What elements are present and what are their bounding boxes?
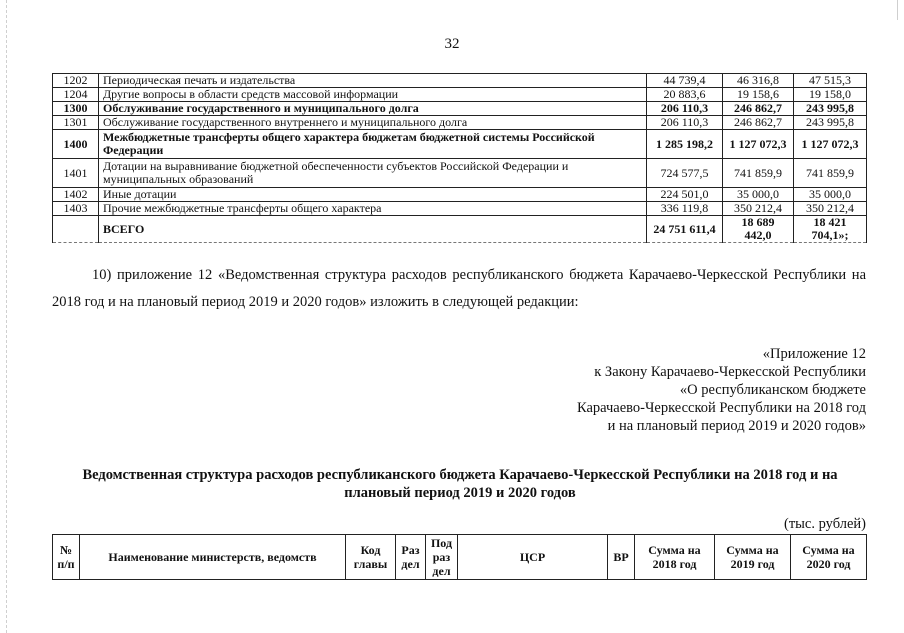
- appendix-heading: [577, 345, 866, 435]
- row-value-2020: 1 127 072,3: [794, 130, 867, 159]
- row-name: Межбюджетные трансферты общего характера бюджетам бюджетной системы Российской Федерации: [99, 130, 647, 159]
- total-row: [53, 216, 867, 243]
- row-name: Другие вопросы в области средств массовой информации: [99, 88, 647, 102]
- row-name: Обслуживание государственного и муниципального долга: [99, 102, 647, 116]
- header-row: [53, 535, 867, 580]
- table-row: [53, 74, 867, 88]
- row-code: 1300: [53, 102, 99, 116]
- row-code: 1301: [53, 116, 99, 130]
- row-code: 1400: [53, 130, 99, 159]
- row-name: Прочие межбюджетные трансферты общего характера: [99, 202, 647, 216]
- header-csr: ЦСР: [458, 535, 608, 580]
- row-value-2020: 19 158,0: [794, 88, 867, 102]
- row-value-2018: 206 110,3: [647, 116, 723, 130]
- row-value-2019: 350 212,4: [723, 202, 794, 216]
- total-code-cell: [53, 216, 99, 243]
- row-name: Иные дотации: [99, 188, 647, 202]
- table-row: [53, 116, 867, 130]
- header-name: Наименование министерств, ведомств: [80, 535, 346, 580]
- appendix-line: «Приложение 12: [762, 346, 866, 362]
- row-value-2020: 741 859,9: [794, 159, 867, 188]
- budget-sections-table: [52, 73, 867, 243]
- row-code: 1202: [53, 74, 99, 88]
- scan-edge-right: [897, 0, 898, 20]
- total-value-2018: 24 751 611,4: [647, 216, 723, 243]
- header-sum-2020: Сумма на 2020 год: [791, 535, 867, 580]
- row-name: Периодическая печать и издательства: [99, 74, 647, 88]
- row-code: 1204: [53, 88, 99, 102]
- row-value-2018: 724 577,5: [647, 159, 723, 188]
- row-value-2019: 741 859,9: [723, 159, 794, 188]
- row-value-2018: 336 119,8: [647, 202, 723, 216]
- total-value-2019: 18 689 442,0: [723, 216, 794, 243]
- scan-edge-left: [6, 0, 7, 633]
- departmental-structure-header-table: [52, 534, 867, 580]
- row-value-2020: 35 000,0: [794, 188, 867, 202]
- row-value-2019: 246 862,7: [723, 116, 794, 130]
- row-value-2020: 243 995,8: [794, 102, 867, 116]
- header-number: № п/п: [53, 535, 80, 580]
- row-name: Дотации на выравнивание бюджетной обеспеченности субъектов Российской Федерации и муниципальных образований: [99, 159, 647, 188]
- total-value-2020: 18 421 704,1»;: [794, 216, 867, 243]
- row-value-2018: 44 739,4: [647, 74, 723, 88]
- row-value-2019: 19 158,6: [723, 88, 794, 102]
- row-value-2019: 246 862,7: [723, 102, 794, 116]
- appendix-line: «О республиканском бюджете: [679, 382, 866, 398]
- header-subsection: Под раз дел: [426, 535, 458, 580]
- row-value-2019: 1 127 072,3: [723, 130, 794, 159]
- header-sum-2018: Сумма на 2018 год: [635, 535, 715, 580]
- appendix-line: и на плановый период 2019 и 2020 годов»: [607, 418, 866, 434]
- units-note: (тыс. рублей): [784, 516, 866, 532]
- document-title: Ведомственная структура расходов республиканского бюджета Карачаево-Черкесской Республики на 2018 год и на плановый период 2019 и 2020 годов: [82, 467, 838, 501]
- row-value-2019: 46 316,8: [723, 74, 794, 88]
- appendix-line: к Закону Карачаево-Черкесской Республики: [594, 364, 866, 380]
- row-value-2018: 224 501,0: [647, 188, 723, 202]
- row-value-2018: 206 110,3: [647, 102, 723, 116]
- table-row: [53, 159, 867, 188]
- row-value-2020: 350 212,4: [794, 202, 867, 216]
- table-row: [53, 130, 867, 159]
- row-value-2019: 35 000,0: [723, 188, 794, 202]
- page-number: 32: [444, 36, 460, 52]
- total-label: ВСЕГО: [99, 216, 647, 243]
- row-value-2020: 47 515,3: [794, 74, 867, 88]
- row-code: 1401: [53, 159, 99, 188]
- appendix-line: Карачаево-Черкесской Республики на 2018 год: [576, 400, 866, 416]
- row-value-2018: 1 285 198,2: [647, 130, 723, 159]
- header-vr: ВР: [608, 535, 635, 580]
- header-sum-2019: Сумма на 2019 год: [715, 535, 791, 580]
- row-name: Обслуживание государственного внутреннего и муниципального долга: [99, 116, 647, 130]
- table-row: [53, 88, 867, 102]
- row-value-2020: 243 995,8: [794, 116, 867, 130]
- header-section: Раз дел: [396, 535, 426, 580]
- table-row: [53, 188, 867, 202]
- table-row: [53, 102, 867, 116]
- header-code: Код главы: [346, 535, 396, 580]
- table-row: [53, 202, 867, 216]
- row-value-2018: 20 883,6: [647, 88, 723, 102]
- amendment-paragraph: 10) приложение 12 «Ведомственная структура расходов республиканского бюджета Карачаево-Черкесской Республики на 2018 год и на плановый период 2019 и 2020 годов» изложить в следующей редакции:: [52, 267, 866, 310]
- row-code: 1403: [53, 202, 99, 216]
- row-code: 1402: [53, 188, 99, 202]
